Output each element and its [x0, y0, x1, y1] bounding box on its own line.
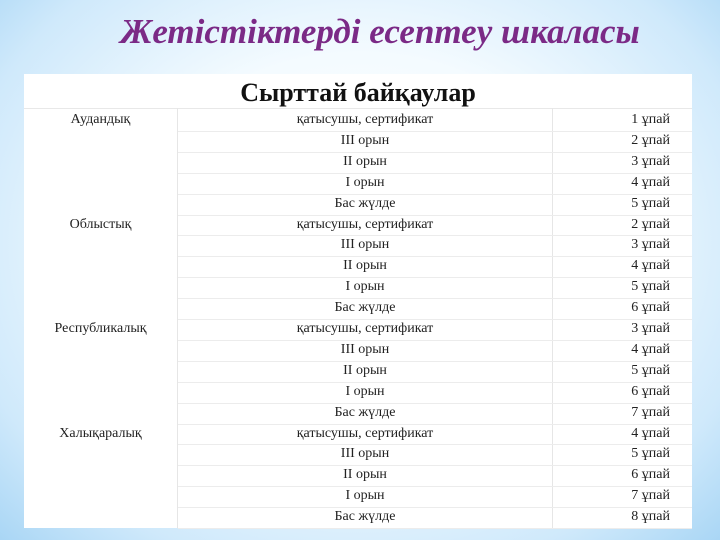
points-cell: 7 ұпай [631, 404, 670, 420]
place-cell: ІІІ орын [340, 237, 390, 253]
row-divider [178, 528, 692, 529]
place-cell: ІІІ орын [340, 341, 390, 357]
points-cell: 3 ұпай [631, 237, 670, 253]
level-label: Республикалық [54, 321, 147, 336]
points-cell: 5 ұпай [631, 195, 670, 211]
place-cell: қатысушы, сертификат [296, 112, 434, 127]
scoring-table [24, 74, 692, 528]
place-cell: ІІІ орын [340, 132, 390, 148]
points-cell: 6 ұпай [631, 383, 670, 399]
points-cell: 7 ұпай [631, 488, 670, 504]
points-cell: 5 ұпай [631, 362, 670, 378]
place-cell: Бас жүлде [334, 509, 396, 525]
place-cell: І орын [345, 279, 385, 295]
points-cell: 2 ұпай [631, 216, 670, 232]
points-cell: 5 ұпай [631, 446, 670, 462]
table-header-text: Сырттай байқаулар [240, 78, 476, 107]
points-cell: 1 ұпай [631, 112, 670, 127]
points-cell: 6 ұпай [631, 300, 670, 316]
points-cell: 8 ұпай [631, 509, 670, 525]
place-cell: ІІ орын [343, 258, 387, 274]
points-cell: 4 ұпай [631, 341, 670, 357]
place-cell: І орын [345, 174, 385, 190]
points-cell: 3 ұпай [631, 153, 670, 169]
points-cell: 2 ұпай [631, 132, 670, 148]
points-cell: 5 ұпай [631, 279, 670, 295]
level-label: Аудандық [70, 112, 131, 127]
table-header [24, 74, 692, 109]
place-cell: ІІ орын [343, 153, 387, 169]
place-cell: Бас жүлде [334, 195, 396, 211]
points-cell: 6 ұпай [631, 467, 670, 483]
page-title: Жетістіктерді есептеу шкаласы [120, 12, 640, 51]
points-cell: 4 ұпай [631, 258, 670, 274]
points-cell: 3 ұпай [631, 321, 670, 336]
level-label: Халықаралық [59, 425, 142, 441]
place-cell: І орын [345, 488, 385, 504]
place-cell: қатысушы, сертификат [296, 425, 434, 441]
place-cell: ІІІ орын [340, 446, 390, 462]
points-cell: 4 ұпай [631, 174, 670, 190]
place-cell: ІІ орын [343, 362, 387, 378]
points-cell: 4 ұпай [631, 425, 670, 441]
place-cell: Бас жүлде [334, 404, 396, 420]
place-cell: І орын [345, 383, 385, 399]
level-label: Облыстық [69, 216, 132, 232]
place-cell: қатысушы, сертификат [296, 216, 434, 232]
place-cell: қатысушы, сертификат [296, 321, 434, 336]
place-cell: ІІ орын [343, 467, 387, 483]
place-cell: Бас жүлде [334, 300, 396, 316]
